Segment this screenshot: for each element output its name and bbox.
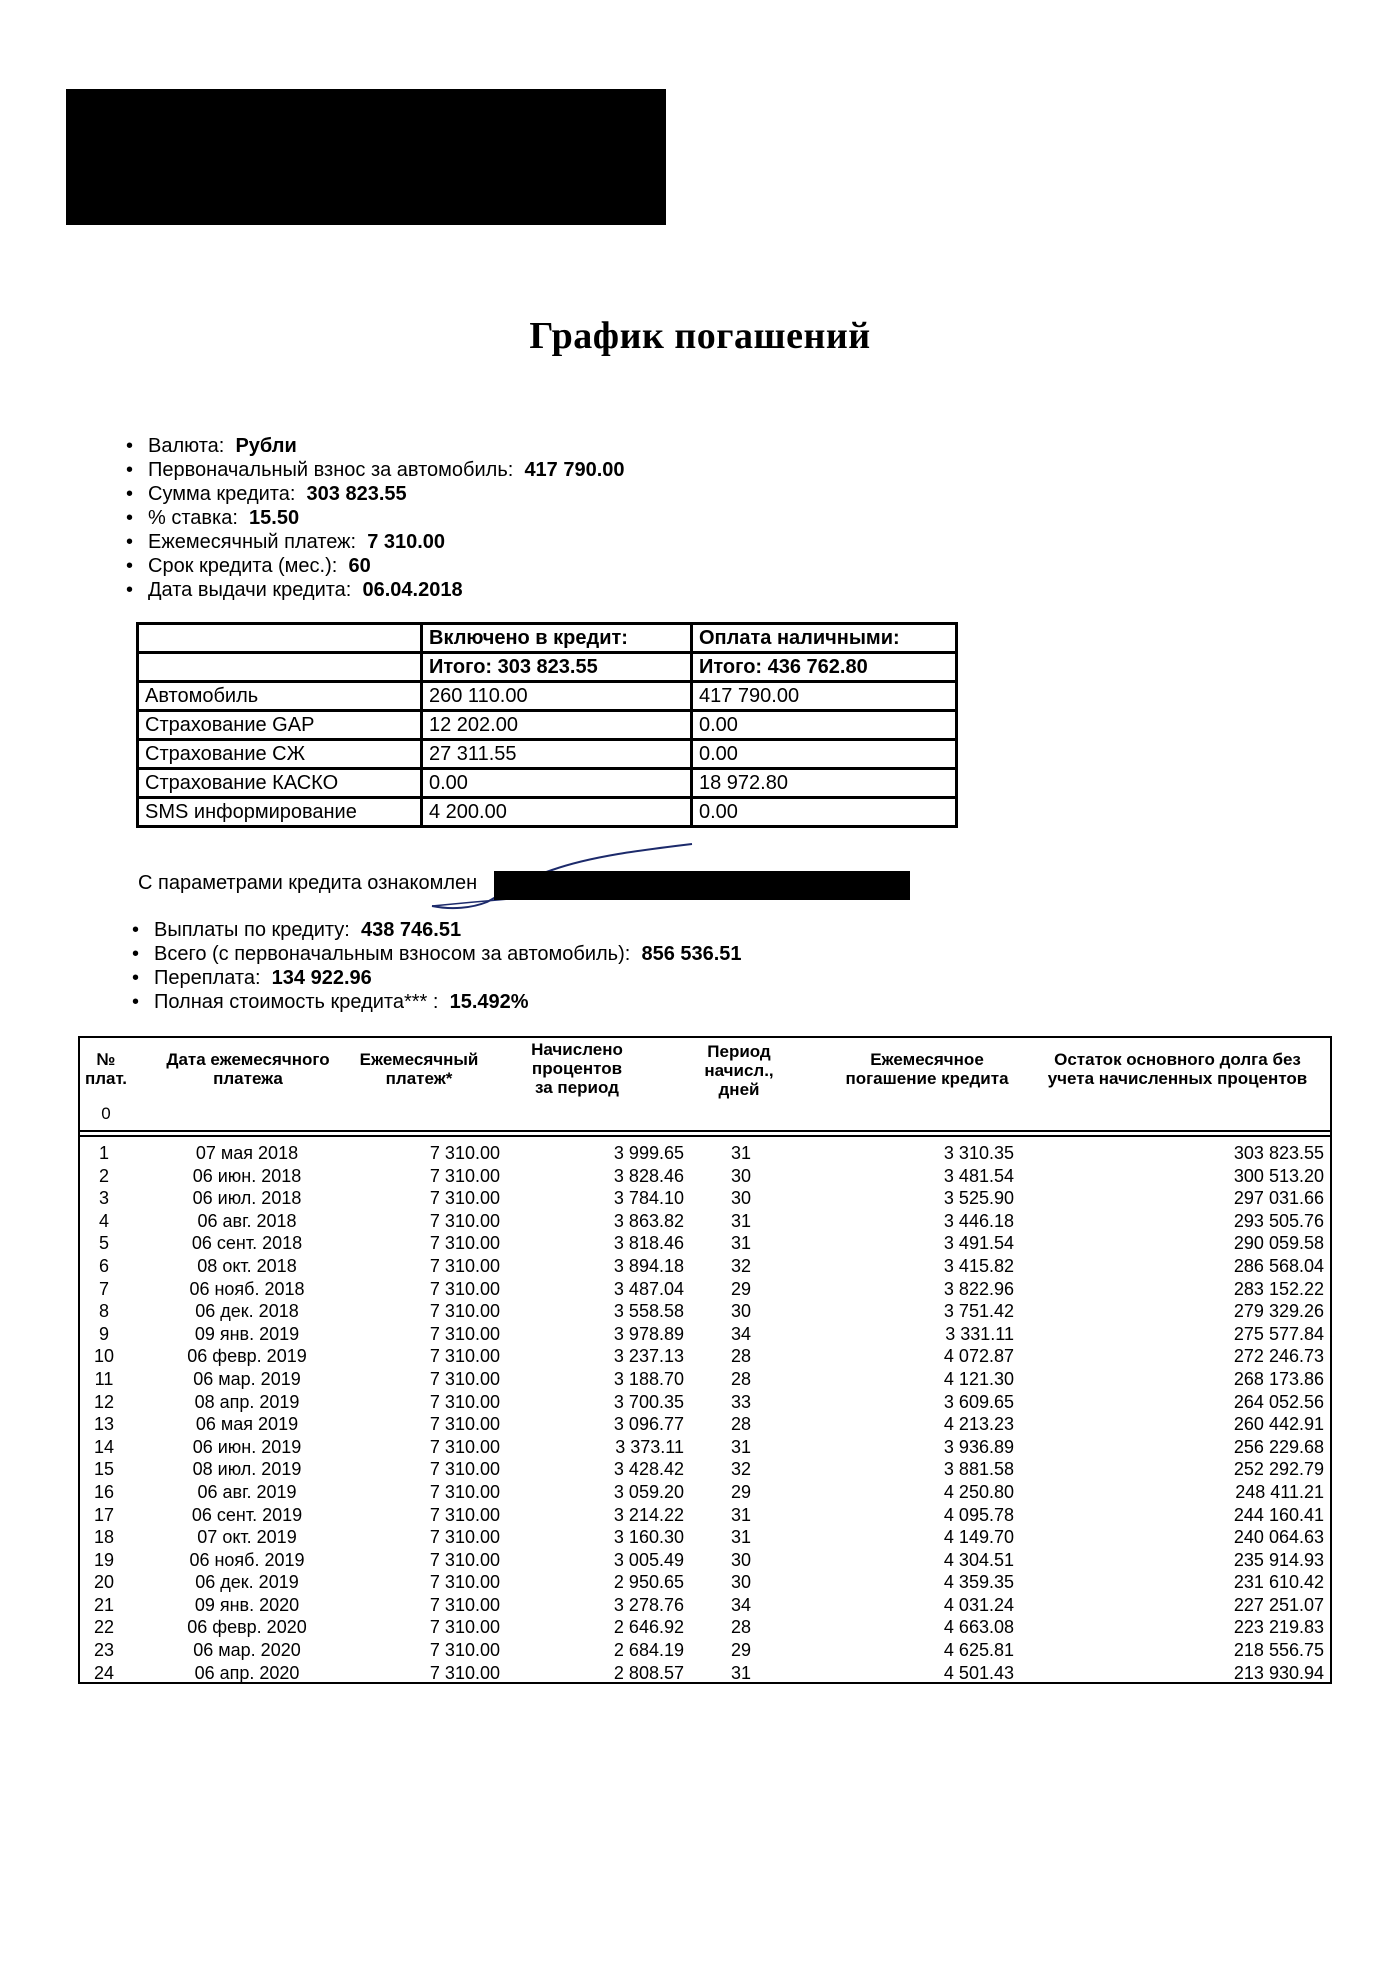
param-issue-date: • Дата выдачи кредита: 06.04.2018 [126, 579, 463, 601]
principal-repayment: 4 072.87 [943, 1346, 1014, 1367]
payment-number: 4 [98, 1210, 109, 1231]
total-with-down-payment: • Всего (с первоначальным взносом за автомобиль): 856 536.51 [132, 943, 742, 965]
param-down-payment: • Первоначальный взнос за автомобиль: 417 790.00 [126, 459, 625, 481]
schedule-row [80, 1662, 1330, 1685]
accrual-days: 31 [730, 1527, 752, 1548]
summary-cell: Страхование СЖ [138, 740, 422, 769]
interest-accrued: 3 373.11 [615, 1436, 684, 1457]
payment-number: 14 [93, 1436, 115, 1457]
schedule-header [80, 1038, 1330, 1128]
summary-cell [138, 653, 422, 682]
remaining-balance: 252 292.79 [1233, 1459, 1324, 1480]
principal-repayment: 4 213.23 [943, 1414, 1014, 1435]
monthly-payment: 7 310.00 [429, 1617, 500, 1638]
schedule-row [80, 1436, 1330, 1459]
schedule-row [80, 1187, 1330, 1210]
accrual-days: 31 [730, 1504, 752, 1525]
remaining-balance: 290 059.58 [1233, 1233, 1324, 1254]
param-term: • Срок кредита (мес.): 60 [126, 555, 371, 577]
payment-number: 23 [93, 1640, 115, 1661]
schedule-row [80, 1526, 1330, 1549]
payment-date: 06 мая 2019 [195, 1414, 299, 1435]
interest-accrued: 3 214.22 [613, 1504, 684, 1525]
schedule-row [80, 1481, 1330, 1504]
interest-accrued: 3 999.65 [613, 1143, 684, 1163]
payment-date: 06 июн. 2018 [192, 1165, 302, 1186]
summary-cell: Автомобиль [138, 682, 422, 711]
principal-repayment: 3 525.90 [943, 1188, 1014, 1209]
remaining-balance: 275 577.84 [1233, 1323, 1324, 1344]
principal-repayment: 3 491.54 [943, 1233, 1014, 1254]
remaining-balance: 213 930.94 [1233, 1662, 1324, 1683]
interest-accrued: 3 784.10 [613, 1188, 684, 1209]
remaining-balance: 297 031.66 [1233, 1188, 1324, 1209]
accrual-days: 28 [730, 1414, 752, 1435]
monthly-payment: 7 310.00 [429, 1662, 500, 1683]
row-num-zero: 0 [101, 1104, 111, 1123]
principal-repayment: 4 663.08 [943, 1617, 1014, 1638]
interest-accrued: 3 818.46 [613, 1233, 684, 1254]
summary-cell: 0.00 [692, 711, 957, 740]
payment-date: 06 мар. 2019 [193, 1368, 301, 1389]
summary-cell: 18 972.80 [692, 769, 957, 798]
principal-repayment: 4 121.30 [943, 1368, 1014, 1389]
monthly-payment: 7 310.00 [429, 1459, 500, 1480]
payment-date: 06 сент. 2019 [191, 1504, 303, 1525]
summary-cell: Страхование GAP [138, 711, 422, 740]
payment-number: 13 [93, 1414, 115, 1435]
acknowledgement-text: С параметрами кредита ознакомлен [138, 872, 478, 894]
accrual-days: 32 [730, 1459, 752, 1480]
interest-accrued: 3 160.30 [613, 1527, 684, 1548]
accrual-days: 30 [730, 1549, 752, 1570]
total-overpayment: • Переплата: 134 922.96 [132, 967, 372, 989]
loan-totals-list [132, 918, 742, 1014]
monthly-payment: 7 310.00 [429, 1143, 500, 1163]
interest-accrued: 2 646.92 [613, 1617, 684, 1638]
remaining-balance: 218 556.75 [1233, 1640, 1324, 1661]
monthly-payment: 7 310.00 [429, 1504, 500, 1525]
interest-accrued: 3 059.20 [613, 1481, 684, 1502]
accrual-days: 28 [730, 1346, 752, 1367]
payment-number: 12 [93, 1391, 115, 1412]
accrual-days: 32 [730, 1255, 752, 1276]
payment-date: 06 июл. 2018 [192, 1188, 302, 1209]
summary-header-row [138, 624, 957, 653]
monthly-payment: 7 310.00 [429, 1368, 500, 1389]
summary-cell: 417 790.00 [692, 682, 957, 711]
schedule-row [80, 1391, 1330, 1414]
param-monthly-payment: • Ежемесячный платеж: 7 310.00 [126, 531, 446, 553]
interest-accrued: 3 700.35 [613, 1391, 684, 1412]
payment-date: 06 апр. 2020 [194, 1662, 300, 1683]
accrual-days: 31 [730, 1233, 752, 1254]
interest-accrued: 3 894.18 [613, 1255, 684, 1276]
payment-date: 09 янв. 2020 [194, 1594, 300, 1615]
payment-date: 06 авг. 2018 [197, 1210, 297, 1231]
param-rate: • % ставка: 15.50 [126, 507, 300, 529]
summary-cell: 12 202.00 [422, 711, 692, 740]
payment-date: 06 дек. 2019 [195, 1572, 299, 1593]
payment-date: 08 апр. 2019 [194, 1391, 300, 1412]
redaction-block [494, 871, 910, 900]
remaining-balance: 283 152.22 [1233, 1278, 1324, 1299]
interest-accrued: 3 863.82 [613, 1210, 684, 1231]
schedule-body [80, 1142, 1330, 1684]
monthly-payment: 7 310.00 [429, 1255, 500, 1276]
payment-date: 06 авг. 2019 [197, 1481, 297, 1502]
accrual-days: 30 [730, 1188, 752, 1209]
summary-row [138, 682, 957, 711]
schedule-row [80, 1616, 1330, 1639]
accrual-days: 31 [730, 1662, 752, 1683]
payment-number: 20 [93, 1572, 115, 1593]
payment-date: 07 окт. 2019 [197, 1527, 297, 1548]
payment-number: 9 [98, 1323, 109, 1344]
accrual-days: 33 [730, 1391, 752, 1412]
remaining-balance: 286 568.04 [1233, 1255, 1324, 1276]
schedule-row [80, 1232, 1330, 1255]
monthly-payment: 7 310.00 [429, 1210, 500, 1231]
summary-cell [138, 624, 422, 653]
payment-date: 08 июл. 2019 [192, 1459, 302, 1480]
payment-date: 06 февр. 2020 [187, 1617, 307, 1638]
schedule-row [80, 1323, 1330, 1346]
payment-date: 07 мая 2018 [195, 1143, 299, 1163]
header-divider [80, 1130, 1330, 1132]
summary-cell: Страхование КАСКО [138, 769, 422, 798]
header-num: № плат. [84, 1050, 128, 1088]
principal-repayment: 4 359.35 [943, 1572, 1014, 1593]
interest-accrued: 3 096.77 [613, 1414, 684, 1435]
payment-number: 21 [93, 1594, 115, 1615]
payment-schedule-table [78, 1036, 1332, 1684]
schedule-row [80, 1571, 1330, 1594]
summary-cell: Итого: 303 823.55 [422, 653, 692, 682]
schedule-row [80, 1594, 1330, 1617]
redaction-block [66, 89, 666, 225]
payment-date: 06 февр. 2019 [187, 1346, 307, 1367]
header-days: Период начисл., дней [704, 1042, 774, 1099]
monthly-payment: 7 310.00 [429, 1436, 500, 1457]
payment-number: 17 [93, 1504, 115, 1525]
remaining-balance: 279 329.26 [1233, 1301, 1324, 1322]
monthly-payment: 7 310.00 [429, 1414, 500, 1435]
remaining-balance: 244 160.41 [1233, 1504, 1324, 1525]
principal-repayment: 3 822.96 [943, 1278, 1014, 1299]
monthly-payment: 7 310.00 [429, 1323, 500, 1344]
param-loan-amount: • Сумма кредита: 303 823.55 [126, 483, 407, 505]
principal-repayment: 4 501.43 [943, 1662, 1014, 1683]
interest-accrued: 3 558.58 [613, 1301, 684, 1322]
payment-date: 08 окт. 2018 [197, 1255, 297, 1276]
interest-accrued: 3 428.42 [613, 1459, 684, 1480]
principal-repayment: 4 250.80 [943, 1481, 1014, 1502]
header-date: Дата ежемесячного платежа [166, 1050, 330, 1088]
remaining-balance: 256 229.68 [1233, 1436, 1324, 1457]
interest-accrued: 3 005.49 [613, 1549, 684, 1570]
payment-date: 06 нояб. 2019 [189, 1549, 305, 1570]
remaining-balance: 303 823.55 [1233, 1143, 1324, 1163]
principal-repayment: 4 304.51 [943, 1549, 1014, 1570]
payment-number: 5 [98, 1233, 109, 1254]
summary-row [138, 740, 957, 769]
principal-repayment: 3 481.54 [943, 1165, 1014, 1186]
payment-number: 24 [93, 1662, 115, 1683]
schedule-row [80, 1458, 1330, 1481]
schedule-row [80, 1504, 1330, 1527]
accrual-days: 30 [730, 1165, 752, 1186]
interest-accrued: 3 978.89 [613, 1323, 684, 1344]
payment-number: 16 [93, 1481, 115, 1502]
monthly-payment: 7 310.00 [429, 1549, 500, 1570]
payment-number: 10 [93, 1346, 115, 1367]
accrual-days: 28 [730, 1368, 752, 1389]
schedule-row [80, 1210, 1330, 1233]
accrual-days: 34 [730, 1594, 752, 1615]
remaining-balance: 227 251.07 [1233, 1594, 1324, 1615]
summary-cell: Включено в кредит: [422, 624, 692, 653]
interest-accrued: 3 188.70 [613, 1368, 684, 1389]
interest-accrued: 3 487.04 [613, 1278, 684, 1299]
payment-number: 6 [98, 1255, 109, 1276]
param-currency: • Валюта: Рубли [126, 435, 297, 457]
schedule-row [80, 1255, 1330, 1278]
monthly-payment: 7 310.00 [429, 1188, 500, 1209]
summary-row [138, 711, 957, 740]
monthly-payment: 7 310.00 [429, 1527, 500, 1548]
header-balance: Остаток основного долга без учета начисленных процентов [1047, 1050, 1308, 1088]
principal-repayment: 3 936.89 [943, 1436, 1014, 1457]
interest-accrued: 3 278.76 [613, 1594, 684, 1615]
summary-row [138, 769, 957, 798]
accrual-days: 29 [730, 1278, 752, 1299]
monthly-payment: 7 310.00 [429, 1640, 500, 1661]
schedule-row [80, 1300, 1330, 1323]
summary-cell: 260 110.00 [422, 682, 692, 711]
monthly-payment: 7 310.00 [429, 1594, 500, 1615]
monthly-payment: 7 310.00 [429, 1346, 500, 1367]
accrual-days: 31 [730, 1143, 752, 1163]
accrual-days: 30 [730, 1572, 752, 1593]
summary-cell: 0.00 [692, 740, 957, 769]
principal-repayment: 3 751.42 [943, 1301, 1014, 1322]
header-divider [80, 1135, 1330, 1137]
interest-accrued: 2 950.65 [613, 1572, 684, 1593]
remaining-balance: 264 052.56 [1233, 1391, 1324, 1412]
payment-date: 09 янв. 2019 [194, 1323, 300, 1344]
payment-number: 8 [98, 1301, 109, 1322]
monthly-payment: 7 310.00 [429, 1165, 500, 1186]
summary-cell: Оплата наличными: [692, 624, 957, 653]
summary-row [138, 798, 957, 827]
accrual-days: 29 [730, 1640, 752, 1661]
loan-summary-table [136, 622, 958, 828]
interest-accrued: 3 828.46 [613, 1165, 684, 1186]
remaining-balance: 272 246.73 [1233, 1346, 1324, 1367]
payment-date: 06 июн. 2019 [192, 1436, 302, 1457]
schedule-row [80, 1413, 1330, 1436]
remaining-balance: 240 064.63 [1233, 1527, 1324, 1548]
accrual-days: 28 [730, 1617, 752, 1638]
remaining-balance: 235 914.93 [1233, 1549, 1324, 1570]
principal-repayment: 4 625.81 [943, 1640, 1014, 1661]
summary-cell: 27 311.55 [422, 740, 692, 769]
interest-accrued: 3 237.13 [613, 1346, 684, 1367]
monthly-payment: 7 310.00 [429, 1301, 500, 1322]
remaining-balance: 248 411.21 [1235, 1481, 1324, 1502]
remaining-balance: 223 219.83 [1233, 1617, 1324, 1638]
interest-accrued: 2 808.57 [613, 1662, 684, 1683]
payment-number: 15 [93, 1459, 115, 1480]
payment-date: 06 дек. 2018 [195, 1301, 299, 1322]
remaining-balance: 231 610.42 [1233, 1572, 1324, 1593]
accrual-days: 31 [730, 1210, 752, 1231]
remaining-balance: 260 442.91 [1233, 1414, 1324, 1435]
summary-cell: SMS информирование [138, 798, 422, 827]
payment-number: 11 [94, 1368, 114, 1389]
principal-repayment: 3 881.58 [943, 1459, 1014, 1480]
principal-repayment: 4 031.24 [943, 1594, 1014, 1615]
schedule-row [80, 1639, 1330, 1662]
total-loan-payments: • Выплаты по кредиту: 438 746.51 [132, 919, 462, 941]
monthly-payment: 7 310.00 [429, 1572, 500, 1593]
principal-repayment: 4 149.70 [943, 1527, 1014, 1548]
principal-repayment: 3 331.11 [945, 1323, 1014, 1344]
payment-number: 7 [98, 1278, 109, 1299]
monthly-payment: 7 310.00 [429, 1391, 500, 1412]
monthly-payment: 7 310.00 [429, 1233, 500, 1254]
schedule-row [80, 1142, 1330, 1165]
principal-repayment: 3 415.82 [943, 1255, 1014, 1276]
summary-cell: 4 200.00 [422, 798, 692, 827]
schedule-row [80, 1549, 1330, 1572]
monthly-payment: 7 310.00 [429, 1481, 500, 1502]
payment-number: 22 [93, 1617, 115, 1638]
principal-repayment: 3 446.18 [943, 1210, 1014, 1231]
payment-number: 3 [98, 1188, 109, 1209]
summary-total-row [138, 653, 957, 682]
page-title: График погашений [529, 315, 871, 357]
remaining-balance: 293 505.76 [1233, 1210, 1324, 1231]
principal-repayment: 3 609.65 [943, 1391, 1014, 1412]
payment-date: 06 нояб. 2018 [189, 1278, 305, 1299]
payment-date: 06 мар. 2020 [193, 1640, 301, 1661]
principal-repayment: 3 310.35 [943, 1143, 1014, 1163]
schedule-row [80, 1278, 1330, 1301]
remaining-balance: 268 173.86 [1233, 1368, 1324, 1389]
monthly-payment: 7 310.00 [429, 1278, 500, 1299]
loan-parameters-list [126, 434, 625, 602]
schedule-row [80, 1345, 1330, 1368]
payment-number: 19 [93, 1549, 115, 1570]
payment-number: 1 [98, 1143, 109, 1163]
summary-cell: 0.00 [692, 798, 957, 827]
payment-number: 18 [93, 1527, 115, 1548]
header-interest: Начислено процентов за период [531, 1040, 623, 1097]
principal-repayment: 4 095.78 [943, 1504, 1014, 1525]
accrual-days: 29 [730, 1481, 752, 1502]
payment-number: 2 [98, 1165, 109, 1186]
interest-accrued: 2 684.19 [613, 1640, 684, 1661]
payment-date: 06 сент. 2018 [191, 1233, 303, 1254]
summary-cell: 0.00 [422, 769, 692, 798]
schedule-row [80, 1165, 1330, 1188]
schedule-row [80, 1368, 1330, 1391]
header-payment: Ежемесячный платеж* [359, 1050, 479, 1088]
accrual-days: 31 [730, 1436, 752, 1457]
header-repayment: Ежемесячное погашение кредита [845, 1050, 1009, 1088]
summary-cell: Итого: 436 762.80 [692, 653, 957, 682]
accrual-days: 34 [730, 1323, 752, 1344]
accrual-days: 30 [730, 1301, 752, 1322]
remaining-balance: 300 513.20 [1233, 1165, 1324, 1186]
total-full-cost: • Полная стоимость кредита*** : 15.492% [132, 991, 529, 1013]
